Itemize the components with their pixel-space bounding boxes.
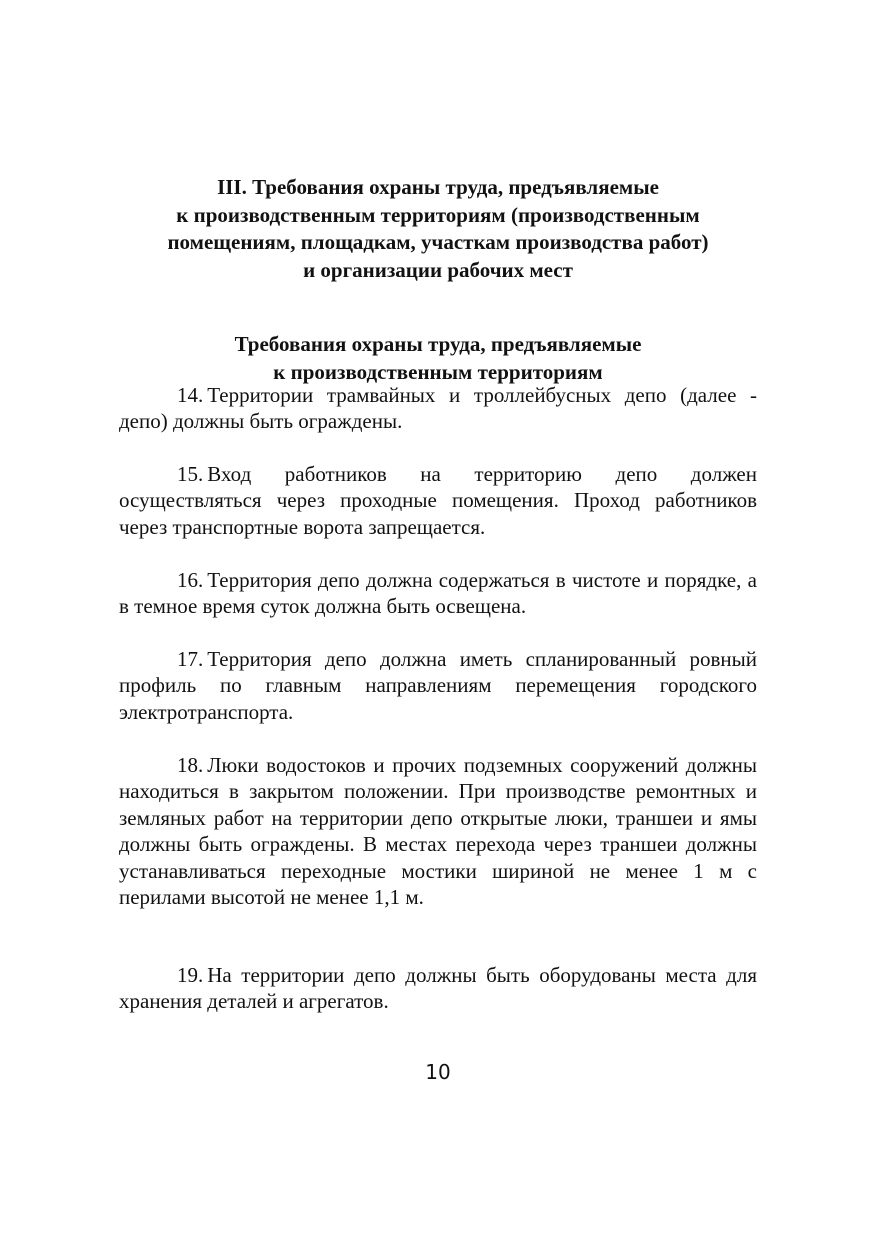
paragraph-text: Вход работников на территорию депо должен осуществляться через проходные помещения. Проход работников через транспортные ворота запрещается. <box>119 462 757 539</box>
paragraph-text: Территории трамвайных и троллейбусных депо (далее - депо) должны быть ограждены. <box>119 383 757 434</box>
paragraph-number: 18. <box>177 753 204 777</box>
paragraph-number: 16. <box>177 568 204 592</box>
page-number: 10 <box>425 1060 451 1084</box>
subsection-title-line: к производственным территориям <box>273 359 603 384</box>
subsection-title <box>119 331 757 386</box>
paragraph-14 <box>119 382 757 435</box>
subsection-title-line: Требования охраны труда, предъявляемые <box>234 332 642 356</box>
section-title <box>119 174 757 284</box>
paragraph-18 <box>119 752 757 910</box>
paragraph-19 <box>119 962 757 1015</box>
section-title-line: к производственным территориям (производственным <box>176 202 700 227</box>
paragraph-number: 14. <box>177 383 204 407</box>
paragraph-text: Люки водостоков и прочих подземных сооружений должны находиться в закрытом положении. При производстве ремонтных и земляных работ на территории депо открытые люки, траншеи и ямы должны быть ограждены. В местах перехода через траншеи должны устанавливаться переходные мостики шириной не менее 1 м с перилами высотой не менее 1,1 м. <box>119 753 757 910</box>
section-title-line: III. Требования охраны труда, предъявляемые <box>217 175 659 199</box>
paragraph-number: 19. <box>177 963 204 987</box>
document-page <box>119 0 757 1241</box>
paragraph-17 <box>119 646 757 725</box>
paragraph-text: На территории депо должны быть оборудованы места для хранения деталей и агрегатов. <box>119 963 757 1014</box>
paragraph-15 <box>119 461 757 540</box>
paragraph-text: Территория депо должна иметь спланированный ровный профиль по главным направлениям перемещения городского электротранспорта. <box>119 647 757 724</box>
paragraph-number: 17. <box>177 647 204 671</box>
section-title-line: помещениям, площадкам, участкам производства работ) <box>167 230 709 254</box>
paragraph-16 <box>119 567 757 620</box>
paragraph-number: 15. <box>177 462 204 486</box>
section-title-line: и организации рабочих мест <box>303 257 573 282</box>
paragraph-text: Территория депо должна содержаться в чистоте и порядке, а в темное время суток должна быть освещена. <box>119 568 757 619</box>
